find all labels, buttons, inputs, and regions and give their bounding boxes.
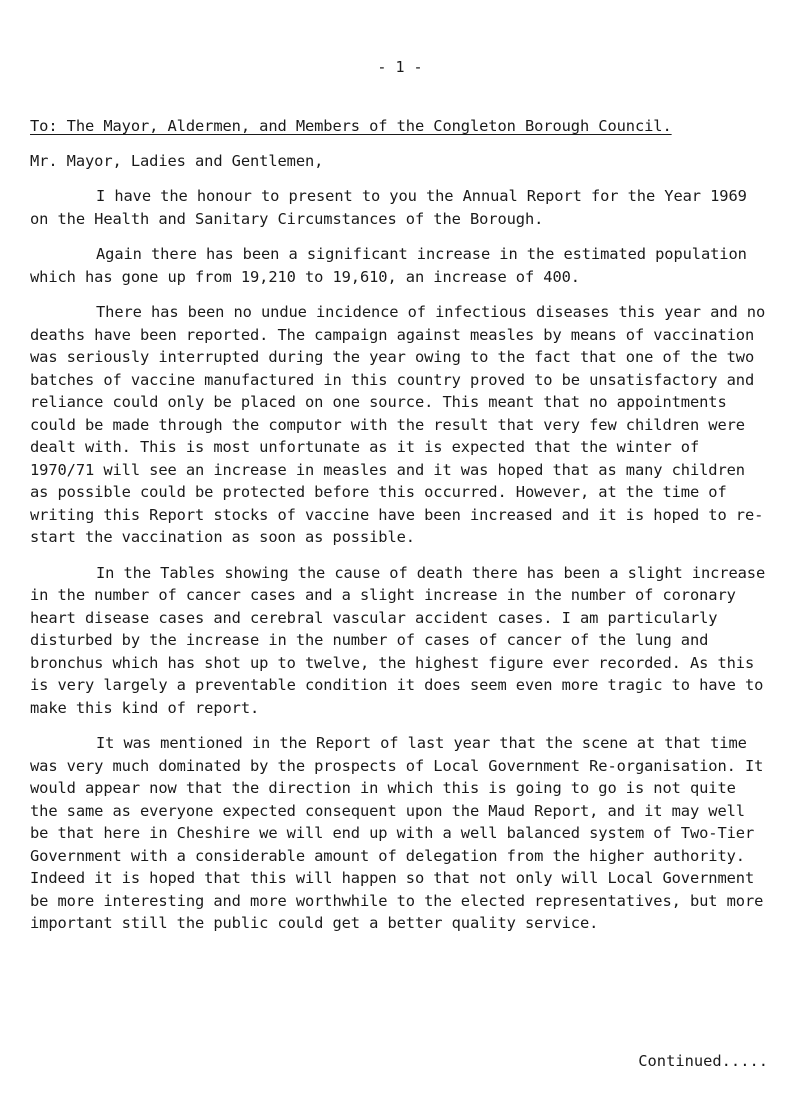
paragraph-local-government: [30, 732, 770, 935]
letter-body: [30, 115, 770, 948]
paragraph-text: There has been no undue incidence of infectious diseases this year and no deaths have been reported. The campaign against measles by means of vaccination was seriously interrupted during the year owing to the fact that one of the two batches of vaccine manufactured in this country proved to be unsatisfactory and reliance could only be placed on one source. This meant that no appointments could be made through the computor with the result that very few children were dealt with. This is most unfortunate as it is expected that the winter of 1970/71 will see an increase in measles and it was hoped that as many children as possible could be protected before this occurred. However, at the time of writing this Report stocks of vaccine have been increased and it is hoped to re-start the vaccination as soon as possible.: [30, 303, 766, 546]
paragraph-text: I have the honour to present to you the Annual Report for the Year 1969 on the Health and Sanitary Circumstances of the Borough.: [30, 187, 747, 228]
paragraph-text: In the Tables showing the cause of death there has been a slight increase in the number of cancer cases and a slight increase in the number of coronary heart disease cases and cerebral vascular accident cases. I am particularly disturbed by the increase in the number of cases of cancer of the lung and bronchus which has shot up to twelve, the highest figure ever recorded. As this is very largely a preventable condition it does seem even more tragic to have to make this kind of report.: [30, 563, 766, 717]
paragraph-population: [30, 243, 770, 288]
paragraph-text: Again there has been a significant increase in the estimated population which has gone up from 19,210 to 19,610, an increase of 400.: [30, 245, 747, 286]
addressee-line: To: The Mayor, Aldermen, and Members of the Congleton Borough Council.: [30, 117, 672, 135]
salutation: Mr. Mayor, Ladies and Gentlemen,: [30, 151, 324, 170]
page-number: - 1 -: [377, 58, 423, 76]
paragraph-text: It was mentioned in the Report of last year that the scene at that time was very much dominated by the prospects of Local Government Re-organisation. It would appear now that the direction in which this is going to go is not quite the same as everyone expected consequent upon the Maud Report, and it may well be that here in Cheshire we will end up with a well balanced system of Two-Tier Government with a considerable amount of delegation from the higher authority. Indeed it is hoped that this will happen so that not only will Local Government be more interesting and more worthwhile to the elected representatives, but more important still the public could get a better quality service.: [30, 734, 764, 932]
paragraph-report-presentation: [30, 185, 770, 230]
paragraph-causes-of-death: [30, 562, 770, 720]
continued-marker: Continued.....: [638, 1052, 768, 1070]
paragraph-infectious-diseases: [30, 301, 770, 549]
